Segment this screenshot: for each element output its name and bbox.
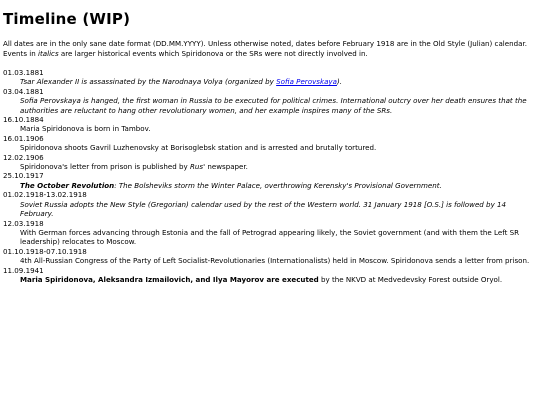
entry-date: 16.01.1906 xyxy=(3,133,44,143)
entry-description: Maria Spiridonova is born in Tambov. xyxy=(20,124,151,134)
timeline-list xyxy=(3,68,537,284)
entry-description: 4th All-Russian Congress of the Party of Left Socialist-Revolutionaries (Internationalists) held in Moscow. Spiridonova sends a letter from prison. xyxy=(20,256,530,266)
newspaper-name: Rus' xyxy=(190,162,206,172)
intro-italics-word: italics xyxy=(38,48,59,58)
entry-description xyxy=(20,181,537,190)
sofia-perovskaya-link[interactable]: Sofia Perovskaya xyxy=(276,77,337,87)
entry-date: 12.02.1906 xyxy=(3,152,44,162)
entry-italic-text xyxy=(20,181,442,190)
entry-italic-text xyxy=(20,77,342,86)
entry-text: ). xyxy=(336,77,342,87)
entry-date: 03.04.1881 xyxy=(3,86,44,96)
entry-text: : The Bolsheviks storm the Winter Palace, overthrowing Kerensky's Provisional Government. xyxy=(114,180,442,190)
entry-description: With German forces advancing through Estonia and the fall of Petrograd appearing likely, the Soviet government (and with them the Left SR leadership) relocates to Moscow. xyxy=(20,227,520,247)
entry-bold-text: The October Revolution xyxy=(20,180,115,190)
entry-text: by the NKVD at Medvedevsky Forest outside Oryol. xyxy=(318,274,503,284)
entry-description xyxy=(20,200,537,219)
entry-description xyxy=(20,162,537,171)
entry-date: 01.10.1918-07.10.1918 xyxy=(3,246,87,256)
entry-description xyxy=(20,96,537,115)
entry-date: 01.02.1918-13.02.1918 xyxy=(3,190,87,200)
entry-description xyxy=(20,275,537,284)
entry-text: Spiridonova's letter from prison is published by xyxy=(20,162,190,172)
intro-text-1: All dates are in the only sane date format (DD.MM.YYYY). Unless otherwise noted, dates before February 1918 are in the Old Style (Julian) calendar. Events in xyxy=(3,39,528,58)
entry-date: 25.10.1917 xyxy=(3,171,44,181)
entry-text: Tsar Alexander II is assassinated by the Narodnaya Volya (organized by xyxy=(20,77,277,87)
entry-date: 12.03.1918 xyxy=(3,218,44,228)
entry-date: 16.10.1884 xyxy=(3,115,44,125)
entry-bold-text: Maria Spiridonova, Aleksandra Izmailovich, and Ilya Mayorov are executed xyxy=(20,274,319,284)
intro-paragraph xyxy=(3,39,537,58)
entry-description xyxy=(20,77,537,86)
entry-italic-text: Soviet Russia adopts the New Style (Gregorian) calendar used by the rest of the Western world. 31 January 1918 [O.S.] is followed by 14 February. xyxy=(20,199,507,219)
entry-date: 01.03.1881 xyxy=(3,68,44,77)
entry-text: newspaper. xyxy=(205,162,248,172)
entry-description: Spiridonova shoots Gavril Luzhenovsky at Borisoglebsk station and is arrested and brutally tortured. xyxy=(20,143,377,153)
entry-italic-text: Sofia Perovskaya is hanged, the first woman in Russia to be executed for political crimes. International outcry over her death ensures that the authorities are reluctant to hang other revolutionary women, and her example inspires many of the SRs. xyxy=(20,96,527,115)
entry-date: 11.09.1941 xyxy=(3,265,44,275)
intro-text-2: are larger historical events which Spiridonova or the SRs were not directly involved in. xyxy=(58,48,368,58)
page-title: Timeline (WIP) xyxy=(3,10,131,28)
